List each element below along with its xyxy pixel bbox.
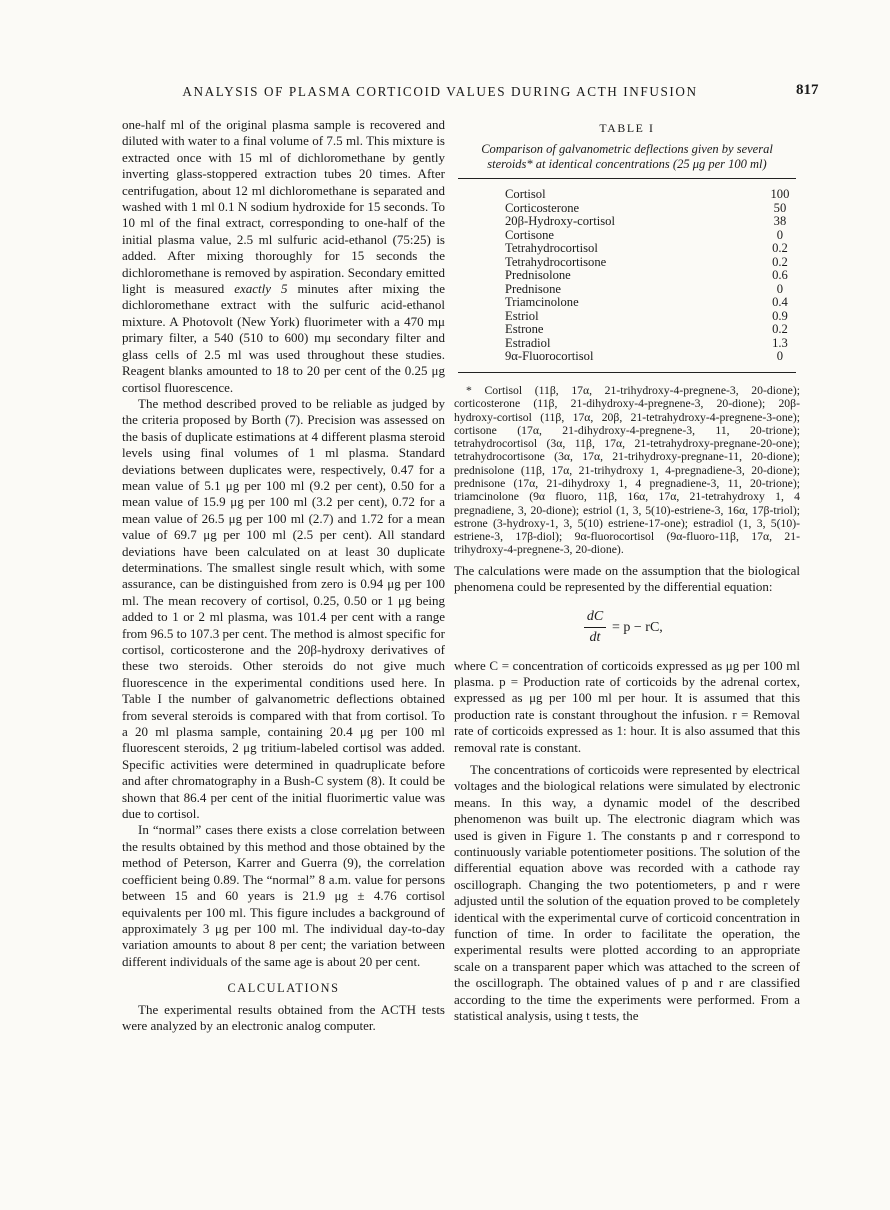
table-row	[454, 323, 800, 337]
table-row	[454, 229, 800, 243]
steroid-name: Tetrahydrocortisol	[505, 241, 598, 256]
deflection-value: 0.2	[772, 254, 788, 269]
calculations-paragraph-4: The concentrations of corticoids were represented by electrical voltages and the biological relations were simulated by electronic means. In this way, a dynamic model of the described phenomenon was built up. The electronic diagram which was used is given in Figure 1. The constants p and r correspond to continuously variable potentiometer positions. The solution of the differential equation above was recorded with a cathode ray oscillograph. Changing the two potentiometers, p and r were adjusted until the solution of the equation proved to be completely identical with the experimental curve of corticoid concentration in function of time. In order to facilitate the operation, the experimental results were plotted according to an appropriate scale on a transparent paper which was attached to the screen of the oscillograph. The obtained values of p and r are classified according to the time the experiments were performed. From a statistical analysis, using t tests, the	[454, 762, 800, 1024]
table-row	[454, 188, 800, 202]
table-row	[454, 283, 800, 297]
table-label: TABLE I	[599, 121, 655, 135]
steroid-name: Tetrahydrocortisone	[505, 254, 607, 269]
table-caption: Comparison of galvanometric deflections given by several steroids* at identical concentrations (25 μg per 100 ml)	[481, 142, 773, 172]
table-row	[454, 269, 800, 283]
calculations-paragraph-1: The experimental results obtained from the ACTH tests were analyzed by an electronic analog computer.	[122, 1001, 445, 1033]
deflection-value: 0	[776, 227, 784, 242]
steroid-name: Cortisol	[505, 187, 546, 202]
table-1	[454, 120, 800, 557]
deflection-value: 50	[773, 200, 787, 215]
left-column	[122, 117, 445, 1034]
table-top-rule	[458, 178, 796, 179]
steroid-name: Estriol	[505, 308, 539, 323]
fraction-bar	[584, 627, 606, 628]
equation-numerator: dC	[586, 608, 604, 624]
steroid-list	[454, 188, 800, 364]
table-row	[454, 215, 800, 229]
page-header	[0, 84, 890, 104]
section-heading-calculations: CALCULATIONS	[227, 981, 340, 996]
steroid-name: 20β-Hydroxy-cortisol	[505, 214, 615, 229]
deflection-value: 0.4	[772, 295, 788, 310]
running-head: ANALYSIS OF PLASMA CORTICOID VALUES DURING ACTH INFUSION	[182, 84, 698, 99]
deflection-value: 100	[770, 187, 790, 202]
deflection-value: 0.2	[772, 241, 788, 256]
deflection-value: 0.2	[772, 322, 788, 337]
methods-paragraph-1-text: one-half ml of the original plasma sample is recovered and diluted with water to a final volume of 7.5 ml. This mixture is extracted once with 15 ml of dichloromethane by gently inverting glass-stoppered extraction tubes 20 times. After centrifugation, about 12 ml dichloromethane is separated and washed with 1 ml 0.1 N sodium hydroxide for 15 seconds. To 10 ml of the final extract, corresponding to one-half of the initial plasma value, 2.5 ml sulfuric acid-ethanol (75:25) is added. After mixing thoroughly for 15 seconds the dichloromethane is removed by aspiration. Secondary emitted light is measured	[122, 117, 445, 297]
table-row	[454, 242, 800, 256]
calculations-paragraph-2: The calculations were made on the assumption that the biological phenomena could be represented by the differential equation:	[454, 562, 800, 595]
page-number: 817	[796, 82, 819, 98]
equation-fraction	[584, 608, 606, 647]
calculations-paragraph-3: where C = concentration of corticoids expressed as μg per 100 ml plasma. p = Production rate of corticoids by the adrenal cortex, expressed as μg per 100 ml per hour. It is assumed that this production rate is constant throughout the infusion. r = Removal rate of corticoids expressed as 1: hour. It is also assumed that this removal rate is constant.	[454, 657, 800, 755]
table-row	[454, 202, 800, 216]
right-column	[454, 120, 800, 1025]
equation-denominator: dt	[589, 629, 601, 645]
equation-rhs: = p − rC,	[612, 619, 663, 635]
steroid-name: Estradiol	[505, 335, 551, 350]
table-footnote: * Cortisol (11β, 17α, 21-trihydroxy-4-pregnene-3, 20-dione); corticosterone (11β, 21-dihydroxy-4-pregnene-3, 20-dione); 20β-hydroxy-cortisol (11β, 17α, 20β, 21-tetrahydroxy-4-pregnene-3-one); cortisone (17α, 21-dihydroxy-4-pregnene-3, 11, 20-trione); tetrahydrocortisol (3α, 11β, 17α, 21-tetrahydroxy-pregnane-20-one); tetrahydrocortisone (3α, 17α, 21-trihydroxy-pregnane-11, 20-dione); prednisolone (11β, 17α, 21-trihydroxy 1, 4-pregnadiene-3, 20-dione); prednisone (17α, 21-dihydroxy 1, 4 pregnadiene-3, 11, 20-trione); triamcinolone (9α fluoro, 11β, 16α, 17α, 21-tetrahydroxy 1, 4 pregnadiene, 3, 20-dione); estriol (1, 3, 5(10)-estriene-3, 16α, 17β-triol); estrone (3-hydroxy-1, 3, 5(10) estriene-17-one); estradiol (1, 3, 5(10)-estriene-3, 17β-diol); 9α-fluorocortisol (9α-fluoro-11β, 17α, 21-trihydroxy-4-pregnene-3, 20-dione).	[454, 383, 800, 557]
steroid-name: Cortisone	[505, 227, 554, 242]
table-bottom-rule	[458, 372, 796, 373]
table-row	[454, 256, 800, 270]
table-row	[454, 296, 800, 310]
steroid-name: Corticosterone	[505, 200, 580, 215]
table-row	[454, 337, 800, 351]
deflection-value: 0	[776, 349, 784, 364]
emphasis-exactly-5: exactly 5	[234, 281, 288, 297]
steroid-name: Prednisone	[505, 281, 561, 296]
methods-paragraph-3: In “normal” cases there exists a close correlation between the results obtained by this method and those obtained by the method of Peterson, Karrer and Guerra (9), the correlation coefficient being 0.89. The “normal” 8 a.m. value for persons between 15 and 60 years is 21.9 μg ± 4.76 cortisol equivalents per 100 ml. This figure includes a background of approximately 3 μg per 100 ml. The individual day-to-day variation amounts to about 8 per cent; the variation between different individuals of the same age is about 20 per cent.	[122, 822, 445, 969]
methods-paragraph-1	[122, 117, 445, 396]
deflection-value: 0.9	[772, 308, 788, 323]
deflection-value: 0.6	[772, 268, 788, 283]
methods-paragraph-2: The method described proved to be reliable as judged by the criteria proposed by Borth (7). Precision was assessed on the basis of duplicate estimations at 4 different plasma steroid levels using final volumes of 1 ml plasma. Standard deviations between duplicates were, respectively, 0.47 for a mean value of 5.1 μg per 100 ml (9.2 per cent), 0.50 for a mean value of 15.9 μg per 100 ml (3.2 per cent), 0.72 for a mean value of 26.5 μg per 100 ml (2.7) and 1.72 for a mean value of 69.7 μg per 100 ml (2.5 per cent). All standard deviations have been calculated on at least 30 duplicate determinations. The smallest single result which, with some assurance, can be distinguished from zero is 0.94 μg per 100 ml. The mean recovery of cortisol, 0.25, 0.50 or 1 μg being added to 1 or 2 ml plasma, was 101.4 per cent with a range from 96.5 to 107.3 per cent. The method is almost specific for cortisol, corticosterone and the 20β-hydroxy derivatives of these two steroids. Other steroids do not give much fluorescence in the experimental conditions used here. In Table I the number of galvanometric deflections obtained from several steroids is compared with that from cortisol. To a 20 ml plasma sample, containing 20.4 μg per 100 ml fluorescent steroids, 2 μg tritium-labeled cortisol was added. Specific activities were determined in quadruplicate before and after chromatography in a Bush-C system (8). It could be shown that 86.4 per cent of the initial fluorimertic value was due to cortisol.	[122, 395, 445, 822]
table-row	[454, 350, 800, 364]
differential-equation	[454, 608, 800, 652]
deflection-value: 1.3	[772, 335, 788, 350]
steroid-name: 9α-Fluorocortisol	[505, 349, 594, 364]
steroid-name: Prednisolone	[505, 268, 571, 283]
deflection-value: 0	[776, 281, 784, 296]
table-row	[454, 310, 800, 324]
steroid-name: Triamcinolone	[505, 295, 579, 310]
steroid-name: Estrone	[505, 322, 544, 337]
methods-paragraph-1-end: minutes after mixing the dichloromethane extract with the sulfuric acid-ethanol mixture. A Photovolt (New York) fluorimeter with a 470 mμ primary filter, a 540 (510 to 600) mμ secondary filter and glass cells of 2.5 ml was used throughout these studies. Reagent blanks amounted to 18 to 20 per cent of the 0.25 μg cortisol fluorescence.	[122, 281, 446, 395]
deflection-value: 38	[773, 214, 787, 229]
